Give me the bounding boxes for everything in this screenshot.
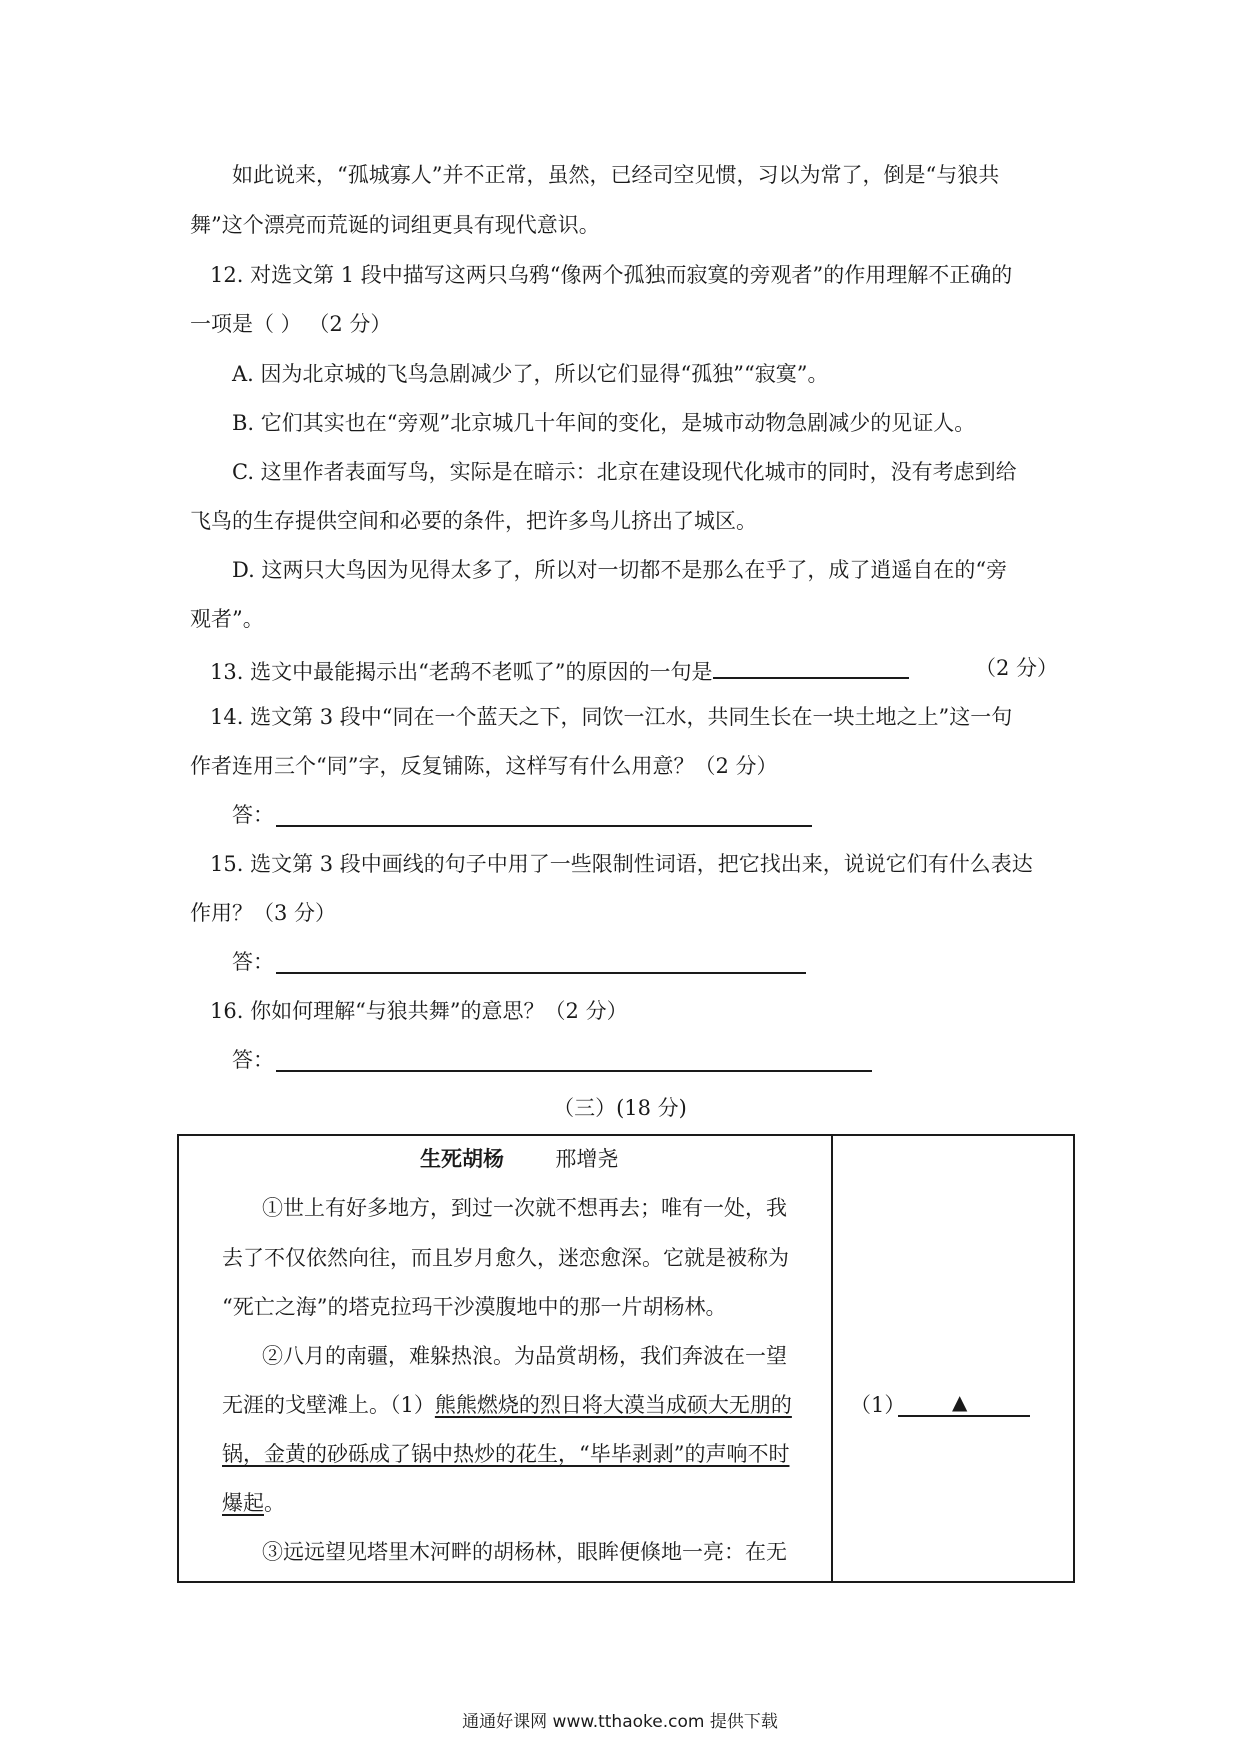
- q13-stem-text: 13. 选文中最能揭示出“老鸹不老呱了”的原因的一句是: [210, 660, 713, 684]
- q13-score: （2 分）: [975, 656, 1059, 680]
- q14-answer-label: 答：: [232, 803, 274, 827]
- q13-answer-blank[interactable]: [713, 653, 909, 679]
- q16-answer-label: 答：: [232, 1048, 274, 1072]
- q12-option-b: B. 它们其实也在“旁观”北京城几十年间的变化，是城市动物急剧减少的见证人。: [232, 411, 976, 435]
- underlined-sentence-part-2: 锅，金黄的砂砾成了锅中热炒的花生，“毕毕剥剥”的声响不时: [222, 1442, 790, 1466]
- passage-author: 邢增尧: [555, 1147, 619, 1171]
- q12-option-d-line-1: D. 这两只大鸟因为见得太多了，所以对一切都不是那么在乎了，成了逍遥自在的“旁: [232, 558, 1008, 582]
- q14-answer-line[interactable]: [276, 825, 812, 827]
- passage-p2-line-4: [222, 1488, 285, 1518]
- q14-stem-line-1: 14. 选文第 3 段中“同在一个蓝天之下，同饮一江水，共同生长在一块土地之上”这一句: [210, 705, 1013, 729]
- q16-answer-line[interactable]: [276, 1070, 872, 1072]
- passage-p2-line-2-lead: 无涯的戈壁滩上。（1）: [222, 1393, 435, 1417]
- q12-option-d-line-2: 观者”。: [190, 607, 264, 631]
- q12-stem-line-2: 一项是（ ） （2 分）: [190, 312, 392, 336]
- q15-stem-line-1: 15. 选文第 3 段中画线的句子中用了一些限制性词语，把它找出来，说说它们有什么表达: [210, 852, 1033, 876]
- intro-line-1: 如此说来，“孤城寡人”并不正常，虽然，已经司空见惯，习以为常了，倒是“与狼共: [232, 163, 1000, 187]
- q12-option-c-line-2: 飞鸟的生存提供空间和必要的条件，把许多鸟儿挤出了城区。: [190, 509, 757, 533]
- q16-stem: 16. 你如何理解“与狼共舞”的意思？（2 分）: [210, 999, 628, 1023]
- passage-p2-line-2: [222, 1390, 792, 1420]
- passage-title-text: 生死胡杨: [420, 1147, 504, 1171]
- passage-p3-line-1: ③远远望见塔里木河畔的胡杨林，眼眸便倏地一亮：在无: [262, 1540, 787, 1564]
- intro-line-2: 舞”这个漂亮而荒诞的词组更具有现代意识。: [190, 213, 600, 237]
- passage-p1-line-1: ①世上有好多地方，到过一次就不想再去；唯有一处，我: [262, 1196, 787, 1220]
- triangle-marker-icon: ▲: [952, 1390, 968, 1414]
- q15-answer-line[interactable]: [276, 972, 806, 974]
- underlined-sentence-part-1: 熊熊燃烧的烈日将大漠当成硕大无朋的: [434, 1393, 792, 1417]
- passage-p1-line-3: “死亡之海”的塔克拉玛干沙漠腹地中的那一片胡杨林。: [222, 1295, 727, 1319]
- underlined-sentence-part-3: 爆起: [222, 1491, 264, 1515]
- page-footer: 通通好课网 www.tthaoke.com 提供下载: [462, 1712, 778, 1732]
- q15-answer-label: 答：: [232, 950, 274, 974]
- q14-stem-line-2: 作者连用三个“同”字，反复铺陈，这样写有什么用意？（2 分）: [190, 754, 778, 778]
- q12-stem-line-1: 12. 对选文第 1 段中描写这两只乌鸦“像两个孤独而寂寞的旁观者”的作用理解不正确的: [210, 263, 1013, 287]
- passage-title: [420, 1144, 618, 1174]
- passage-p1-line-2: 去了不仅依然向往，而且岁月愈久，迷恋愈深。它就是被称为: [222, 1246, 789, 1270]
- q12-option-a: A. 因为北京城的飞鸟急剧减少了，所以它们显得“孤独”“寂寞”。: [232, 362, 829, 386]
- passage-p2-line-1: ②八月的南疆，难躲热浪。为品赏胡杨，我们奔波在一望: [262, 1344, 787, 1368]
- section-3-heading: （三）(18 分): [553, 1096, 687, 1120]
- q15-stem-line-2: 作用？（3 分）: [190, 901, 337, 925]
- side-annotation-label: （1）: [850, 1393, 906, 1417]
- passage-p2-line-4-end: 。: [264, 1491, 285, 1515]
- table-column-divider: [831, 1134, 833, 1583]
- q13-stem: [210, 653, 909, 687]
- q12-option-c-line-1: C. 这里作者表面写鸟，实际是在暗示：北京在建设现代化城市的同时，没有考虑到给: [232, 460, 1017, 484]
